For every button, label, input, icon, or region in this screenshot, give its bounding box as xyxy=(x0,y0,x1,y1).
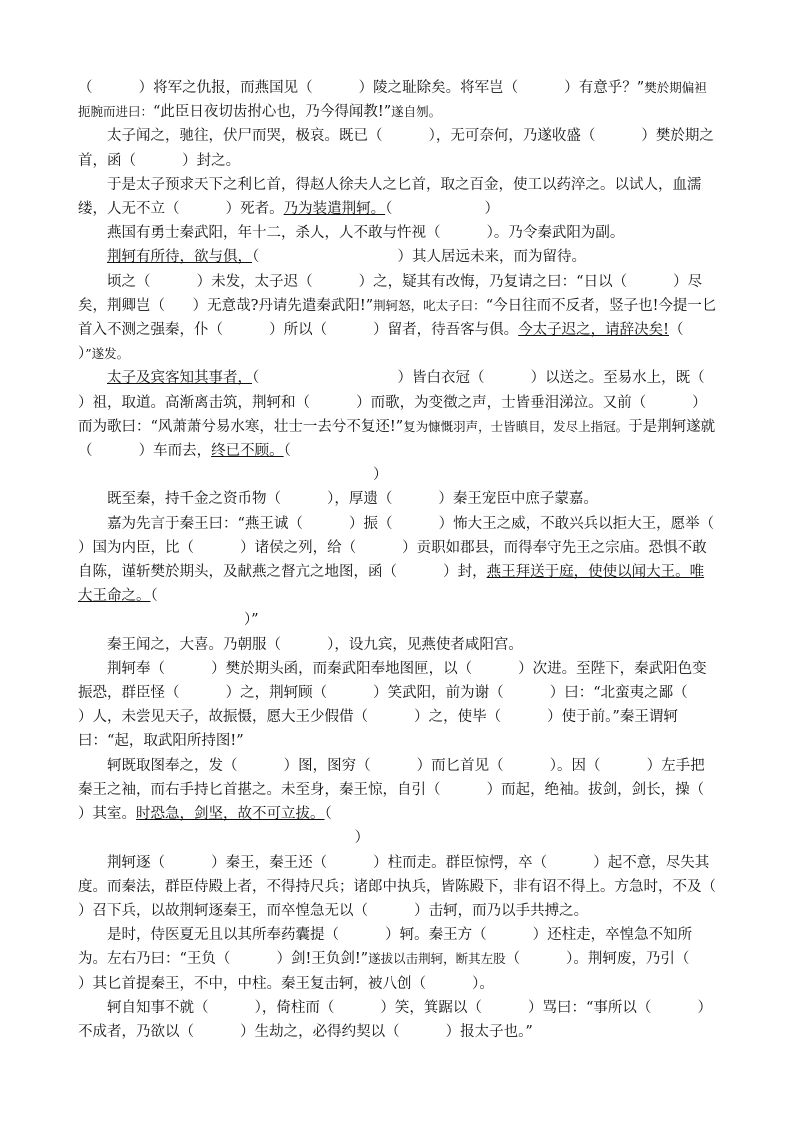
paragraph-7 xyxy=(78,366,751,487)
narration-note: 遂拔以击荆轲，断其左股 xyxy=(368,951,506,967)
paragraph-15: 轲自知事不就（ ），倚柱而（ ）笑，箕踞以（ ）骂曰：“事所以（ ）不成者，乃欲以（ ）生劫之，必得约契以（ ）报太子也。” xyxy=(78,999,713,1040)
narration-note: 樊於期偏袒扼腕而进曰： xyxy=(78,80,707,120)
text-segment: 顷之（ ）未发，太子迟（ ）之，疑其有改悔，乃复请之曰：“日以（ ）尽矣，荆卿岂（ ）无意哉?丹请先遣秦武阳!” xyxy=(78,273,703,314)
narration-note: 荆轲怒，叱太子曰： xyxy=(373,297,486,313)
text-segment: “此臣日夜切齿拊心也，乃今得闻教!” xyxy=(153,104,392,121)
underlined-sentence: 荆轲有所待，欲与俱， xyxy=(107,249,252,266)
passage xyxy=(78,76,794,1044)
underlined-sentence: 燕王拜送于庭，使使以闻大王。唯大王命之。 xyxy=(78,564,705,605)
text-segment: （ ） xyxy=(78,322,794,363)
text-segment: （ ）其人居远未来，而为留待。 xyxy=(252,249,587,266)
paragraph-1 xyxy=(78,76,718,124)
text-segment: （ ）” xyxy=(150,588,259,629)
text-segment: （ ） xyxy=(385,201,500,218)
underlined-sentence: 终已不顾。 xyxy=(211,443,284,460)
narration-note: 遂自刎。 xyxy=(391,104,442,120)
paragraph-6 xyxy=(78,270,794,367)
underlined-sentence: 太子及宾客知其事者， xyxy=(107,370,252,387)
paragraph-11: 荆轲奉（ ）樊於期头函，而秦武阳奉地图匣，以（ ）次进。至陛下，秦武阳色变振恐，群臣怪（ ）之，荆轲顾（ ）笑武阳，前为谢（ ）曰：“北蛮夷之鄙（ ）人，未尝见天子，故振慑，愿大王少假借（ ）之，使毕（ ）使于前。”秦王谓轲曰：“起，取武阳所持图!” xyxy=(78,660,734,750)
paragraph-12 xyxy=(78,754,751,851)
paragraph-5 xyxy=(78,245,718,269)
text-segment: 轲既取图奉之，发（ ）图，图穷（ ）而匕首见（ ）。因（ ）左手把秦王之袖，而右手持匕首揕之。未至身，秦王惊，自引（ ）而起，绝袖。拔剑，剑长，操（ ）其室。 xyxy=(78,757,751,823)
text-segment: “今日往而不反者，竖子也!今提一匕首入不测之强秦，仆（ ）所以（ ）留者，待吾客与俱。 xyxy=(78,297,717,339)
narration-note: 复为慷慨羽声，士皆瞋目，发尽上指冠。 xyxy=(403,418,629,434)
paragraph-2: 太子闻之，驰往，伏尸而哭，极哀。既已（ ），无可奈何，乃遂收盛（ ）樊於期之首，函（ ）封之。 xyxy=(78,128,714,169)
text-segment: （ ） xyxy=(324,806,370,847)
paragraph-9 xyxy=(78,512,761,633)
text-segment: 是时，侍医夏无且以其所奉药囊提（ ）轲。秦王方（ ）还柱走，卒惶急不知所为。左右乃曰：“王负（ ）剑!王负剑!” xyxy=(78,927,693,968)
paragraph-3 xyxy=(78,173,718,221)
text-segment: 于是太子预求天下之利匕首，得赵人徐夫人之匕首，取之百金，使工以药淬之。以试人，血濡缕，人无不立（ ）死者。 xyxy=(78,176,702,218)
paragraph-14 xyxy=(78,923,736,996)
text-segment: 于是荆轲遂就（ ）车而去， xyxy=(78,418,716,460)
text-segment: （ ）。荆轲废，乃引（ ）其匕首提秦王，不中，中柱。秦王复击轲，被八创（ ）。 xyxy=(78,951,736,992)
paragraph-4: 燕国有勇士秦武阳，年十二，杀人，人不敢与忤视（ ）。乃令秦武阳为副。 xyxy=(107,225,625,242)
text-segment: （ ）皆白衣冠（ ）以送之。至易水上，既（ ）祖，取道。高渐离击筑，荆轲和（ ）而歌，为变徵之声，士皆垂泪涕泣。又前（ ）而为歌曰：“风萧萧兮易水寒，壮士一去兮不复还!” xyxy=(78,370,751,435)
underlined-sentence: 今太子迟之，请辞决矣! xyxy=(518,322,670,339)
underlined-sentence: 乃为装遣荆轲。 xyxy=(283,201,386,218)
underlined-sentence: 时恐急，剑坚，故不可立拔。 xyxy=(136,806,325,823)
paragraph-13: 荆轲逐（ ）秦王，秦王还（ ）柱而走。群臣惊愕，卒（ ）起不意，尽失其度。而秦法，群臣侍殿上者，不得持尺兵；诸郎中执兵，皆陈殿下，非有诏不得上。方急时，不及（ ）召下兵，以故荆轲逐秦王，而卒惶急无以（ ）击轲，而乃以手共搏之。 xyxy=(78,854,763,919)
text-segment: （ ）将军之仇报，而燕国见（ ）陵之耻除矣。将军岂（ ）有意乎？” xyxy=(78,80,645,96)
paragraph-8: 既至秦，持千金之资币物（ ），厚遗（ ）秦王宠臣中庶子蒙嘉。 xyxy=(107,491,598,508)
text-segment: （ ） xyxy=(283,443,388,484)
text-segment: 嘉为先言于秦王曰：“燕王诚（ ）振（ ）怖大王之威，不敢兴兵以拒大王，愿举（ ）国为内臣，比（ ）诸侯之列，给（ ）贡职如郡县，而得奉守先王之宗庙。恐惧不敢自陈，谨斩樊於期头，及献燕之督亢之地图，函（ ）封， xyxy=(78,515,761,581)
paragraph-10: 秦王闻之，大喜。乃朝服（ ），设九宾，见燕使者咸阳宫。 xyxy=(107,636,523,653)
narration-note: ”遂发。 xyxy=(85,346,130,362)
